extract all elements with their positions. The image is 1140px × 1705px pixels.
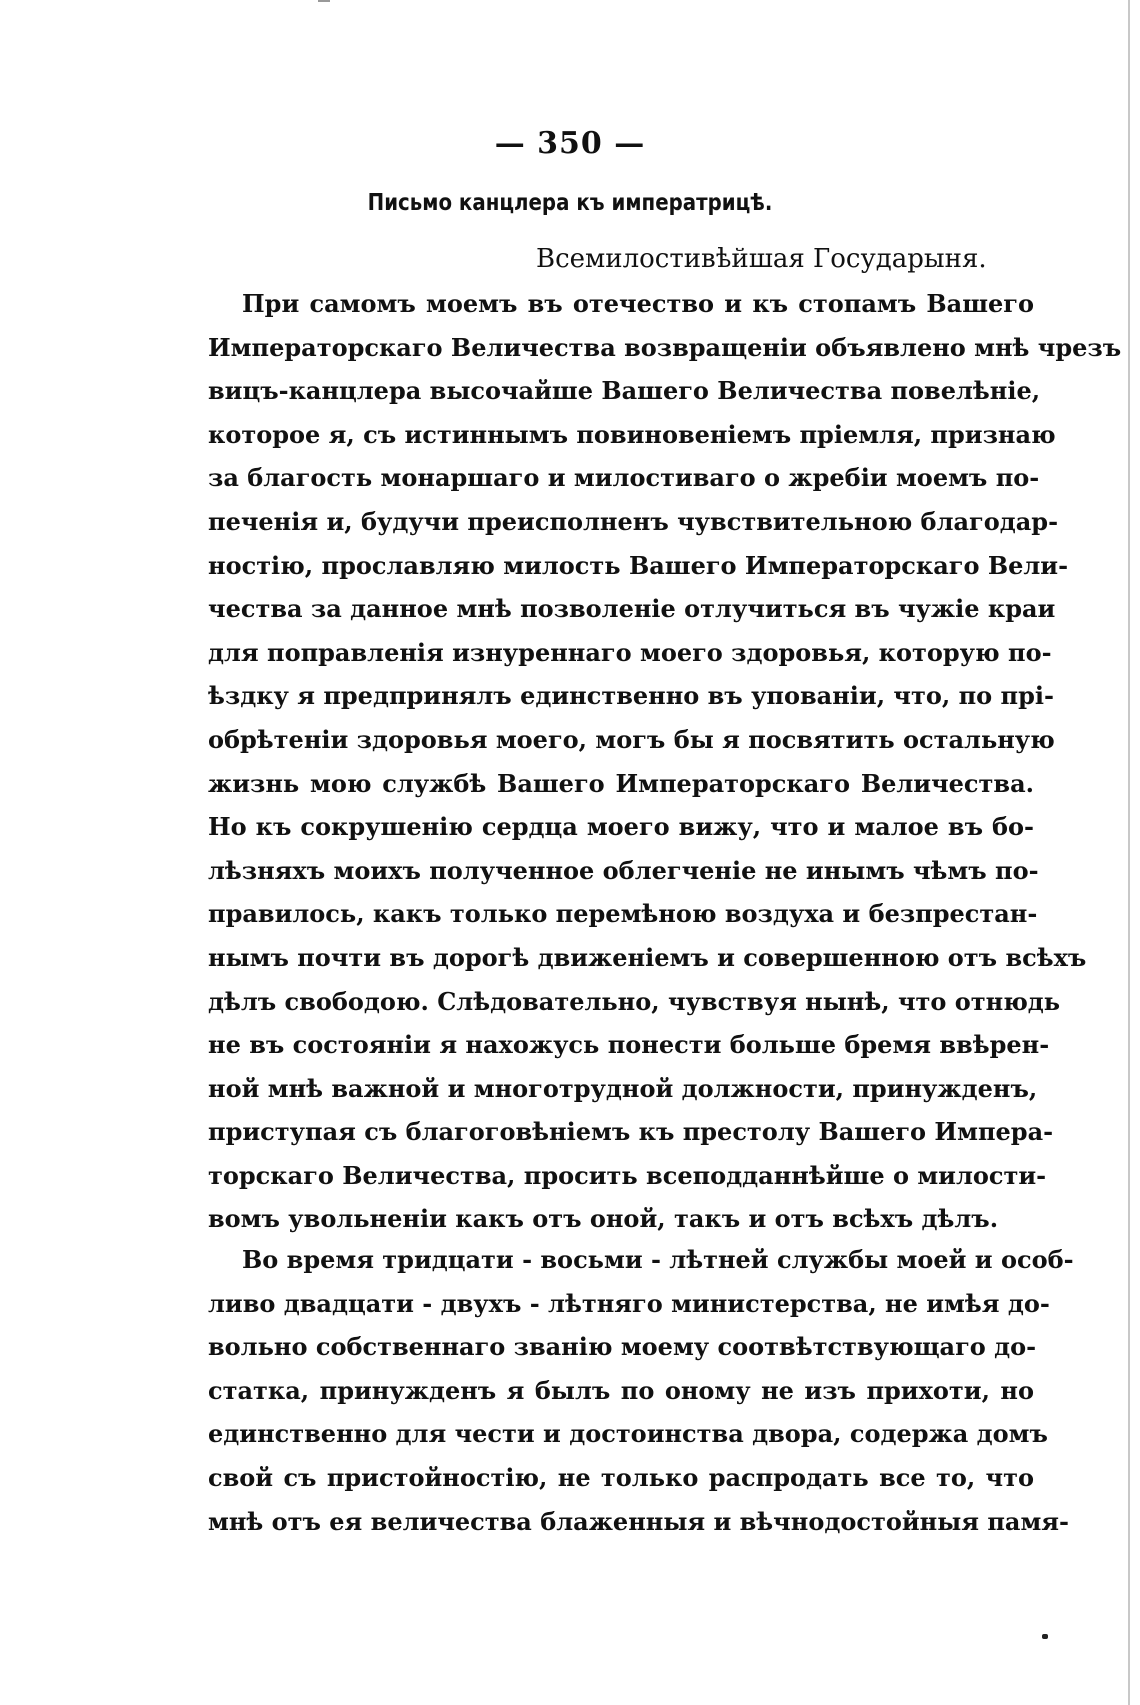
text-line: мнѣ отъ ея величества блаженныя и вѣчнодостойныя памя-: [208, 1506, 1069, 1536]
text-line: чества за данное мнѣ позволеніе отлучиться въ чужіе краи: [208, 594, 1056, 624]
scan-artifact-mark: [318, 0, 330, 2]
text-line: нымъ почти въ дорогѣ движеніемъ и совершенною отъ всѣхъ: [208, 942, 1087, 972]
text-line: ностію, прославляю милость Вашего Императорскаго Вели-: [208, 550, 1069, 580]
text-line: торскаго Величества, просить всеподданнѣйше о милости-: [208, 1160, 1047, 1190]
text-line: вольно собственнаго званію моему соотвѣтствующаго до-: [208, 1332, 1037, 1362]
text-line: единственно для чести и достоинства двора, содержа домъ: [208, 1419, 1048, 1449]
text-line: для поправленія изнуреннаго моего здоровья, которую по-: [208, 637, 1052, 667]
text-line: свой съ пристойностію, не только распродать все то, что: [208, 1462, 1034, 1492]
text-line: правилось, какъ только перемѣною воздуха и безпрестан-: [208, 899, 1038, 929]
text-line: обрѣтеніи здоровья моего, могъ бы я посвятить остальную: [208, 724, 1055, 754]
text-line: статка, принужденъ я былъ по оному не изъ прихоти, но: [208, 1375, 1034, 1405]
text-line: лѣзняхъ моихъ полученное облегченіе не инымъ чѣмъ по-: [208, 855, 1039, 885]
scan-speck: [1042, 1634, 1048, 1639]
text-line: ливо двадцати - двухъ - лѣтняго министерства, не имѣя до-: [208, 1288, 1050, 1318]
text-line: ной мнѣ важной и многотрудной должности, принужденъ,: [208, 1073, 1038, 1103]
paragraph-1: [208, 282, 1122, 1241]
text-line: вомъ увольненіи какъ отъ оной, такъ и отъ всѣхъ дѣлъ.: [208, 1204, 999, 1234]
text-line: Во время тридцати - восьми - лѣтней службы моей и особ-: [242, 1245, 1074, 1274]
text-line: Императорскаго Величества возвращеніи объявлено мнѣ чрезъ: [208, 332, 1122, 362]
letter-salutation: Всемилостивѣйшая Государыня.: [536, 244, 987, 274]
page-edge-line: [1128, 0, 1130, 1705]
page-number: — 350 —: [494, 126, 646, 161]
text-line: ѣздку я предпринялъ единственно въ упованіи, что, по прі-: [208, 681, 1054, 711]
letter-heading: Письмо канцлера къ императрицѣ.: [367, 190, 773, 216]
paragraph-2: [208, 1238, 1074, 1543]
text-line: печенія и, будучи преисполненъ чувствительною благодар-: [208, 506, 1059, 536]
text-line: приступая съ благоговѣніемъ къ престолу Вашего Импера-: [208, 1117, 1054, 1147]
text-line: которое я, съ истиннымъ повиновеніемъ пріемля, признаю: [208, 419, 1056, 449]
text-line: Но къ сокрушенію сердца моего вижу, что и малое въ бо-: [208, 812, 1034, 842]
text-line: вицъ-канцлера высочайше Вашего Величества повелѣніе,: [208, 376, 1041, 406]
text-line: не въ состояніи я нахожусь понести больше бремя ввѣрен-: [208, 1030, 1050, 1060]
text-line: за благость монаршаго и милостиваго о жребіи моемъ по-: [208, 463, 1040, 493]
text-line: дѣлъ свободою. Слѣдовательно, чувствуя нынѣ, что отнюдь: [208, 986, 1061, 1016]
text-line: жизнь мою службѣ Вашего Императорскаго Величества.: [208, 768, 1034, 798]
text-line: При самомъ моемъ въ отечество и къ стопамъ Вашего: [242, 289, 1034, 318]
